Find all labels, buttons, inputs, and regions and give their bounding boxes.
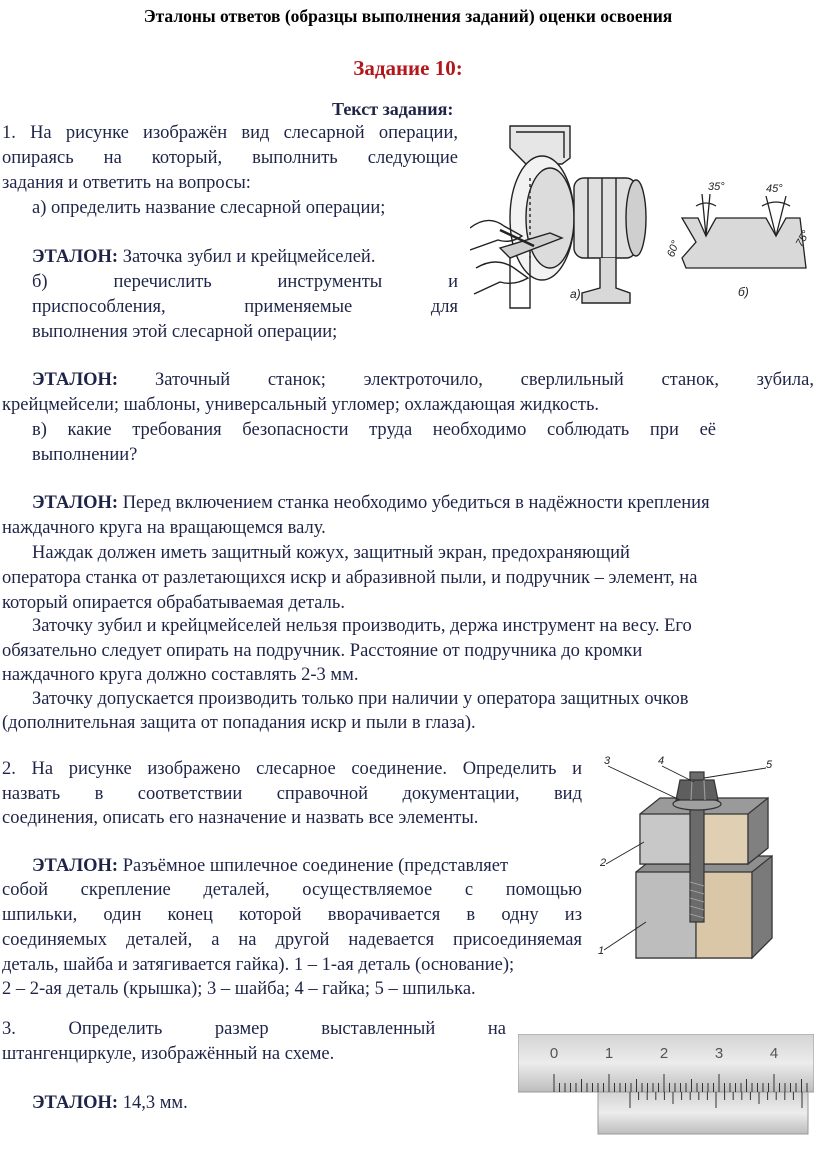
q1-item-b-line-3: выполнения этой слесарной операции; [32, 322, 338, 342]
q2-line-3: соединения, описать его назначение и назвать все элементы. [2, 808, 479, 828]
stud-connection-illustration [596, 752, 786, 974]
q2-answer-text: Разъёмное шпилечное соединение (представляет [122, 856, 509, 876]
q1-b-answer-line-1: Заточный станок; электроточило, сверлильный станок, зубила, [155, 370, 814, 390]
q1-p3-line-2: обязательно следует опирать на подручник. Расстояние от подручника до кромки [2, 641, 643, 661]
fig2-callout-2: 2 [600, 857, 607, 869]
caliper-scale [518, 1034, 814, 1136]
q1-p3-line-1: Заточку зубил и крейцмейселей нельзя производить, держа инструмент на весу. Его [32, 616, 692, 636]
q1-b-etalon-label [32, 368, 138, 392]
q1-p2-line-3: который опирается обрабатываемая деталь. [2, 593, 345, 613]
fig2-callout-4: 4 [658, 755, 665, 767]
fig1-angle-75: 75° [793, 228, 813, 249]
q1-item-v-line-1: в) какие требования безопасности труда необходимо соблюдать при её [32, 420, 716, 440]
q2-answer-line-2: собой скрепление деталей, осуществляемое с помощью [2, 880, 582, 900]
fig1-label-a: а) [570, 287, 581, 301]
q1-item-b-line-1: б) перечислить инструменты и [32, 272, 458, 292]
scale-label-1: 1 [604, 1045, 614, 1062]
q1-b-answer-line-2: крейцмейсели; шаблоны, универсальный угломер; охлаждающая жидкость. [2, 395, 600, 415]
etalon-label: ЭТАЛОН: [32, 856, 119, 876]
scale-label-4: 4 [769, 1045, 779, 1062]
q3-answer-value: 14,3 мм. [118, 1093, 188, 1113]
main-scale [518, 1034, 814, 1092]
scale-label-3: 3 [714, 1045, 724, 1062]
q1-item-a: а) определить название слесарной операции; [32, 198, 386, 218]
q1-line-2: опираясь на который, выполнить следующие [2, 148, 458, 168]
task-heading: Задание 10: [353, 56, 463, 80]
q1-p4-line-1: Заточку допускается производить только при наличии у оператора защитных очков [32, 689, 689, 709]
q3-line-1: 3. Определить размер выставленный на [2, 1019, 506, 1039]
q1-line-3: задания и ответить на вопросы: [2, 173, 251, 193]
etalon-label: ЭТАЛОН: [32, 493, 119, 513]
fig1-label-b: б) [738, 285, 749, 299]
q1-v-answer-line-2: наждачного круга на вращающемся валу. [2, 518, 326, 538]
q2-answer-line-4: соединяемых деталей, а на другой надевается присоединяемая [2, 930, 582, 950]
q2-answer-line-5: деталь, шайба и затягивается гайка). 1 – 1-ая деталь (основание); [2, 955, 515, 975]
q1-item-b-line-2: приспособления, применяемые для [32, 297, 458, 317]
fig1-angle-45: 45° [766, 183, 783, 195]
scale-label-2: 2 [659, 1045, 669, 1062]
scale-label-0: 0 [549, 1045, 559, 1062]
task-text-heading: Текст задания: [332, 99, 454, 119]
etalon-label: ЭТАЛОН: [32, 247, 119, 267]
q3-line-2: штангенциркуле, изображённый на схеме. [2, 1044, 335, 1064]
q2-line-1: 2. На рисунке изображено слесарное соединение. Определить и [2, 759, 582, 779]
q1-p4-line-2: (дополнительная защита от попадания искр и пыли в глаза). [2, 713, 476, 733]
q1-item-v-line-2: выполнении? [32, 445, 138, 465]
fig1-angle-35: 35° [708, 181, 725, 193]
q1-p3-line-3: наждачного круга должно составлять 2-3 мм. [2, 665, 359, 685]
q1-p2-line-2: оператора станка от разлетающихся искр и абразивной пыли, и подручник – элемент, на [2, 568, 698, 588]
q2-answer-line-6: 2 – 2-ая деталь (крышка); 3 – шайба; 4 – гайка; 5 – шпилька. [2, 979, 476, 999]
q3-answer [32, 1091, 188, 1115]
fig2-callout-5: 5 [766, 759, 773, 771]
etalon-label: ЭТАЛОН: [32, 1093, 119, 1113]
fig2-callout-3: 3 [604, 755, 611, 767]
q1-line-1: 1. На рисунке изображён вид слесарной операции, [2, 123, 458, 143]
q2-answer-line-1 [32, 854, 508, 878]
q1-v-answer-text: Перед включением станка необходимо убедиться в надёжности крепления [122, 493, 710, 513]
q1-a-etalon [32, 245, 375, 269]
q1-p2-line-1: Наждак должен иметь защитный кожух, защитный экран, предохраняющий [32, 543, 630, 563]
etalon-label: ЭТАЛОН: [32, 370, 119, 390]
grinding-illustration [470, 118, 816, 318]
document-title: Эталоны ответов (образцы выполнения заданий) оценки освоения [143, 6, 673, 26]
fig1-angle-60: 60° [665, 238, 683, 259]
q2-answer-line-3: шпильки, один конец которой вворачивается в одну из [2, 905, 582, 925]
q1-v-answer-line-1 [32, 491, 710, 515]
fig2-callout-1: 1 [598, 945, 605, 957]
q1-a-answer: Заточка зубил и крейцмейселей. [118, 247, 376, 267]
q2-line-2: назвать в соответствии справочной документации, вид [2, 784, 582, 804]
